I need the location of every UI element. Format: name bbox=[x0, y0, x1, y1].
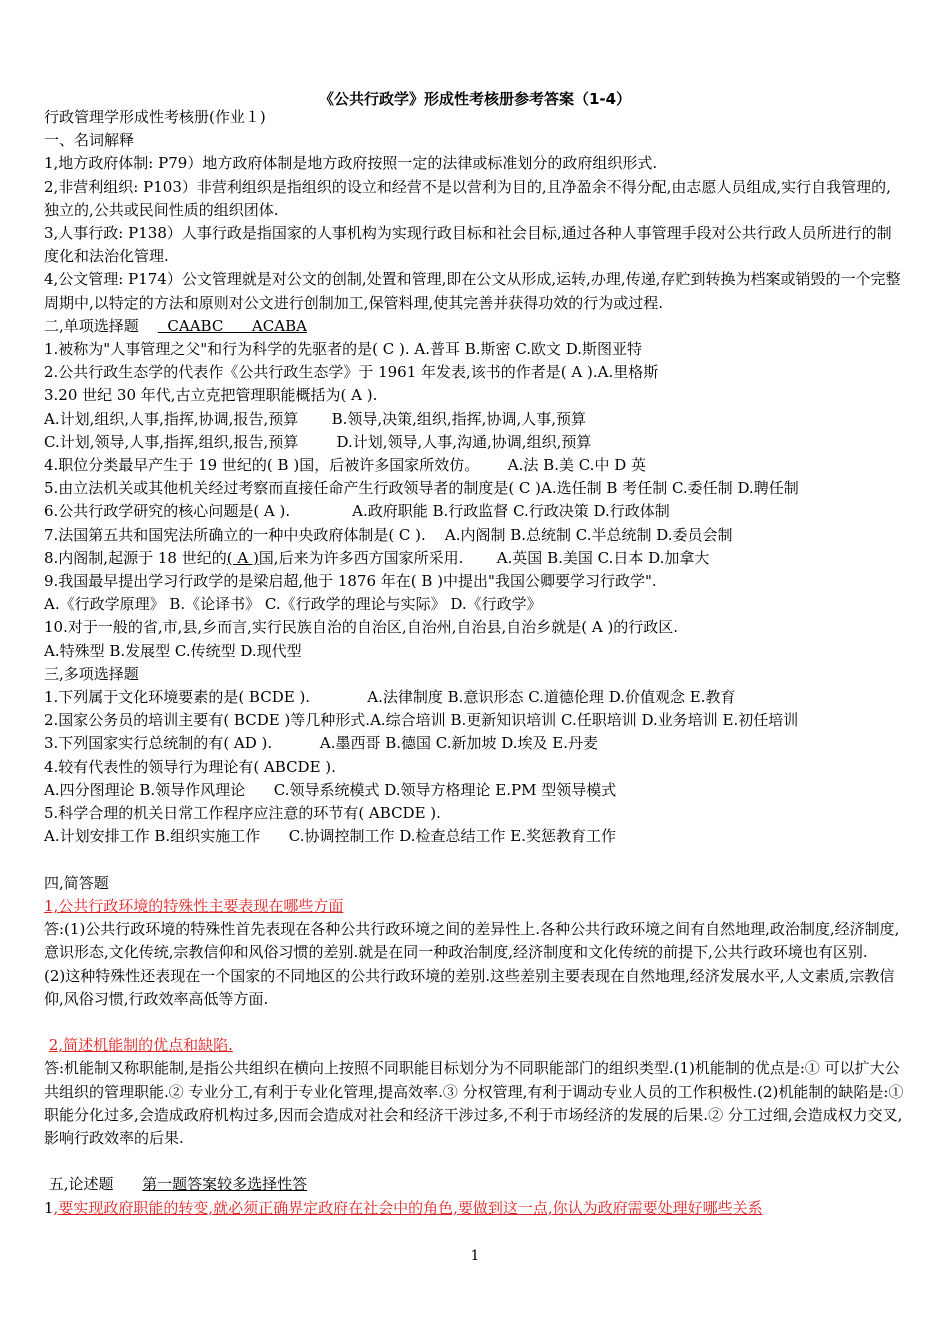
definition-item: 2,非营利组织: P103）非营利组织是指组织的设立和经营不是以营利为目的,且净盈余不得分配,由志愿人员组成,实行自我管理的,独立的,公共或民间性质的组织团体. bbox=[44, 177, 891, 219]
option-line: A.计划,组织,人事,指挥,协调,报告,预算 B.领导,决策,组织,指挥,协调,人事,预算 bbox=[44, 409, 586, 428]
definition-item: 4,公文管理: P174）公文管理就是对公文的创制,处置和管理,即在公文从形成,运转,办理,传递,存贮到转换为档案或销毁的一个完整周期中,以特定的方法和原则对公文进行创制加工,保管料理,使其完善并获得功效的行为或过程. bbox=[44, 270, 901, 312]
essay-question-1: ,要实现政府职能的转变,就必须正确界定政府在社会中的角色,要做到这一点,你认为政府需要处理好哪些关系 bbox=[53, 1198, 763, 1217]
option-line: C.计划,领导,人事,指挥,组织,报告,预算 D.计划,领导,人事,沟通,协调,组织,预算 bbox=[44, 432, 592, 451]
single-choice-answer-key: CAABC ACABA bbox=[157, 316, 307, 335]
short-answer-text: 答:机能制又称职能制,是指公共组织在横向上按照不同职能目标划分为不同职能部门的组织类型.(1)机能制的优点是:① 可以扩大公共组织的管理职能.② 专业分工,有利于专业化管理,提高效率.③ 分权管理,有利于调动专业人员的工作积极性.(2)机能制的缺陷是:① 职能分化过多,会造成政府机构过多,因而会造成对社会和经济干涉过多,不利于市场经济的发展的后果.② 分工过细,会造成权力交叉,影响行政效率的后果. bbox=[44, 1059, 904, 1147]
question-line: 1.下列属于文化环境要素的是( BCDE ). A.法律制度 B.意识形态 C.道德伦理 D.价值观念 E.教育 bbox=[44, 688, 736, 707]
section-heading-short-answer: 四,简答题 bbox=[44, 873, 109, 892]
question-line: 5.由立法机关或其他机关经过考察而直接任命产生行政领导者的制度是( C )A.选任制 B 考任制 C.委任制 D.聘任制 bbox=[44, 479, 799, 498]
question-line: 3.下列国家实行总统制的有( AD ). A.墨西哥 B.德国 C.新加坡 D.埃及 E.丹麦 bbox=[44, 734, 599, 753]
document-title: 《公共行政学》形成性考核册参考答案（1-4） bbox=[318, 90, 632, 108]
question-line: 2.国家公务员的培训主要有( BCDE )等几种形式.A.综合培训 B.更新知识培训 C.任职培训 D.业务培训 E.初任培训 bbox=[44, 711, 799, 730]
question-8-answer: ( A ) bbox=[226, 548, 259, 567]
question-line: 4.较有代表性的领导行为理论有( ABCDE ). bbox=[44, 757, 336, 776]
question-8-prefix: 8.内阁制,起源于 18 世纪的 bbox=[44, 548, 227, 567]
page-number: 1 bbox=[470, 1248, 480, 1264]
question-line: 6.公共行政学研究的核心问题是( A ). A.政府职能 B.行政监督 C.行政决策 D.行政体制 bbox=[44, 502, 670, 521]
question-line bbox=[44, 547, 904, 570]
short-answer-text: (2)这种特殊性还表现在一个国家的不同地区的公共行政环境的差别.这些差别主要表现在自然地理,经济发展水平,人文素质,宗教信仰,风俗习惯,行政效率高低等方面. bbox=[44, 966, 895, 1008]
section-heading-essay bbox=[44, 1173, 904, 1196]
option-line: A.四分图理论 B.领导作风理论 C.领导系统模式 D.领导方格理论 E.PM 型领导模式 bbox=[44, 780, 617, 799]
question-line: 9.我国最早提出学习行政学的是梁启超,他于 1876 年在( B )中提出"我国公卿要学习行政学". bbox=[44, 572, 657, 591]
question-line: 10.对于一般的省,市,县,乡而言,实行民族自治的自治区,自治州,自治县,自治乡就是( A )的行政区. bbox=[44, 618, 679, 637]
section-heading-single-choice bbox=[44, 315, 904, 338]
option-line: A.特殊型 B.发展型 C.传统型 D.现代型 bbox=[44, 641, 302, 660]
short-answer-question-2-line bbox=[44, 1034, 904, 1057]
definition-item: 1,地方政府体制: P79）地方政府体制是地方政府按照一定的法律或标准划分的政府组织形式. bbox=[44, 154, 658, 173]
question-line: 2.公共行政生态学的代表作《公共行政生态学》于 1961 年发表,该书的作者是( A ).A.里格斯 bbox=[44, 363, 659, 382]
document-body bbox=[44, 106, 904, 1220]
question-line: 1.被称为"人事管理之父"和行为科学的先驱者的是( C ). A.普耳 B.斯密 C.欧文 D.斯图亚特 bbox=[44, 340, 643, 359]
question-line: 7.法国第五共和国宪法所确立的一种中央政府体制是( C ). A.内阁制 B.总统制 C.半总统制 D.委员会制 bbox=[44, 525, 733, 544]
option-line: A.《行政学原理》 B.《论译书》 C.《行政学的理论与实际》 D.《行政学》 bbox=[44, 595, 542, 614]
section-heading-definitions: 一、名词解释 bbox=[44, 131, 135, 150]
short-answer-text: 答:(1)公共行政环境的特殊性首先表现在各种公共行政环境之间的差异性上.各种公共行政环境之间有自然地理,政治制度,经济制度,意识形态,文化传统,宗教信仰和风俗习惯的差别.就是在同一种政治制度,经济制度和文化传统的前提下,公共行政环境也有区别. bbox=[44, 920, 900, 962]
spacer bbox=[44, 849, 904, 872]
question-line: 4.职位分类最早产生于 19 世纪的( B )国，后被许多国家所效仿。 A.法 B.美 C.中 D 英 bbox=[44, 456, 647, 475]
single-choice-heading-text: 二,单项选择题 bbox=[44, 316, 139, 335]
question-line: 5.科学合理的机关日常工作程序应注意的环节有( ABCDE ). bbox=[44, 804, 441, 823]
section-heading-multiple-choice: 三,多项选择题 bbox=[44, 664, 139, 683]
essay-question-1-line bbox=[44, 1197, 904, 1220]
question-line: 3.20 世纪 30 年代,古立克把管理职能概括为( A ). bbox=[44, 386, 378, 405]
essay-note: 第一题答案较多选择性答 bbox=[142, 1175, 308, 1194]
essay-heading-text: 五,论述题 bbox=[48, 1175, 114, 1194]
option-line: A.计划安排工作 B.组织实施工作 C.协调控制工作 D.检查总结工作 E.奖惩教育工作 bbox=[44, 827, 616, 846]
question-8-suffix: 国,后来为许多西方国家所采用. A.英国 B.美国 C.日本 D.加拿大 bbox=[258, 548, 710, 567]
spacer bbox=[44, 1011, 904, 1034]
spacer bbox=[44, 1150, 904, 1173]
short-answer-question-2: 2,简述机能制的优点和缺陷. bbox=[48, 1036, 233, 1055]
short-answer-question-1: 1,公共行政环境的特殊性主要表现在哪些方面 bbox=[44, 896, 344, 915]
definition-item: 3,人事行政: P138）人事行政是指国家的人事机构为实现行政目标和社会目标,通过各种人事管理手段对公共行政人员所进行的制度化和法治化管理. bbox=[44, 224, 892, 266]
document-subtitle: 行政管理学形成性考核册(作业１) bbox=[44, 108, 266, 126]
essay-question-number: 1 bbox=[44, 1198, 54, 1217]
